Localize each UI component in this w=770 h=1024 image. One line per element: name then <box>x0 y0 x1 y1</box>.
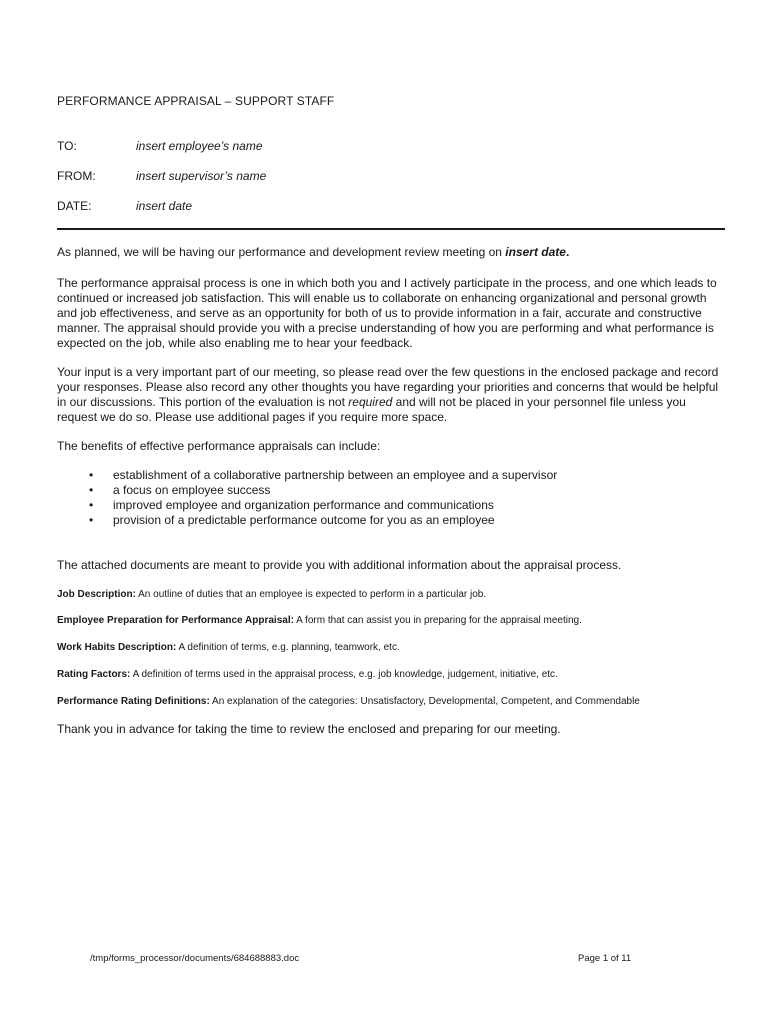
footer-file-path: /tmp/forms_processor/documents/684688883.doc <box>90 953 300 964</box>
paragraph-meeting-date <box>57 245 725 260</box>
definition-text: An outline of duties that an employee is expected to perform in a particular job. <box>135 589 487 600</box>
definition-text: A definition of terms used in the appraisal process, e.g. job knowledge, judgement, initiative, etc. <box>130 669 558 680</box>
definition-term: Employee Preparation for Performance Appraisal: <box>57 615 294 626</box>
definition-job-description <box>57 588 737 601</box>
list-item <box>57 498 725 513</box>
list-item-text: provision of a predictable performance outcome for you as an employee <box>113 513 495 527</box>
meeting-date-period: . <box>565 245 570 259</box>
definition-work-habits <box>57 641 737 654</box>
definition-term: Performance Rating Definitions: <box>57 696 210 707</box>
your-input-text-before: Your input is a very important part of our meeting, so please read over the few questions in the enclosed package and record your responses. Please also record any other thoughts you have regarding your priorities and concerns that would be helpful in our discussions. This portion of the evaluation is not <box>57 365 719 409</box>
definition-rating-factors <box>57 668 737 681</box>
list-item <box>57 468 725 483</box>
meeting-date-emphasis: insert date <box>505 245 566 259</box>
bullet-icon: • <box>89 498 94 512</box>
paragraph-attached-documents: The attached documents are meant to provide you with additional information about the appraisal process. <box>57 558 622 572</box>
definition-text: A definition of terms, e.g. planning, teamwork, etc. <box>176 642 400 653</box>
paragraph-benefits-intro: The benefits of effective performance appraisals can include: <box>57 439 381 453</box>
definition-term: Job Description: <box>57 589 136 600</box>
paragraph-appraisal-process: The performance appraisal process is one in which both you and I actively participate in the process, and one which leads to continued or increased job satisfaction. This will enable us to collaborate on enhancing organizational and personal growth and job effectiveness, and serve as an opportunity for both of us to provide information in a fair, accurate and constructive manner. The appraisal should provide you with a precise understanding of how you are performing and what performance is expected on the job, while also enabling me to hear your feedback. <box>57 276 717 350</box>
memo-date-value: insert date <box>136 199 193 213</box>
list-item-text: establishment of a collaborative partnership between an employee and a supervisor <box>113 468 558 482</box>
bullet-icon: • <box>89 483 94 497</box>
definition-term: Rating Factors: <box>57 669 131 680</box>
definition-term: Work Habits Description: <box>57 642 177 653</box>
memo-to-value: insert employee’s name <box>136 139 263 153</box>
benefits-list <box>57 468 725 528</box>
footer-page-number: Page 1 of 11 <box>578 953 632 964</box>
memo-to-label: TO: <box>57 139 77 153</box>
your-input-text-after: and will not be placed in your personnel file unless you request we do so. Please use additional pages if you require more space. <box>57 395 686 424</box>
your-input-emphasis: required <box>348 395 393 409</box>
header-divider <box>57 228 725 230</box>
bullet-icon: • <box>89 513 94 527</box>
definition-text: An explanation of the categories: Unsatisfactory, Developmental, Competent, and Commendable <box>209 696 640 707</box>
memo-from-label: FROM: <box>57 169 96 183</box>
paragraph-your-input <box>57 365 725 425</box>
definition-employee-preparation <box>57 614 737 627</box>
meeting-date-text: As planned, we will be having our performance and development review meeting on <box>57 245 506 259</box>
list-item <box>57 483 725 498</box>
definition-performance-rating <box>57 695 737 708</box>
paragraph-thank-you: Thank you in advance for taking the time to review the enclosed and preparing for our meeting. <box>57 722 561 736</box>
definition-text: A form that can assist you in preparing for the appraisal meeting. <box>293 615 582 626</box>
memo-from-value: insert supervisor’s name <box>136 169 267 183</box>
list-item-text: a focus on employee success <box>113 483 271 497</box>
list-item-text: improved employee and organization performance and communications <box>113 498 494 512</box>
memo-date-label: DATE: <box>57 199 92 213</box>
document-title: PERFORMANCE APPRAISAL – SUPPORT STAFF <box>57 94 335 108</box>
list-item <box>57 513 725 528</box>
bullet-icon: • <box>89 468 94 482</box>
